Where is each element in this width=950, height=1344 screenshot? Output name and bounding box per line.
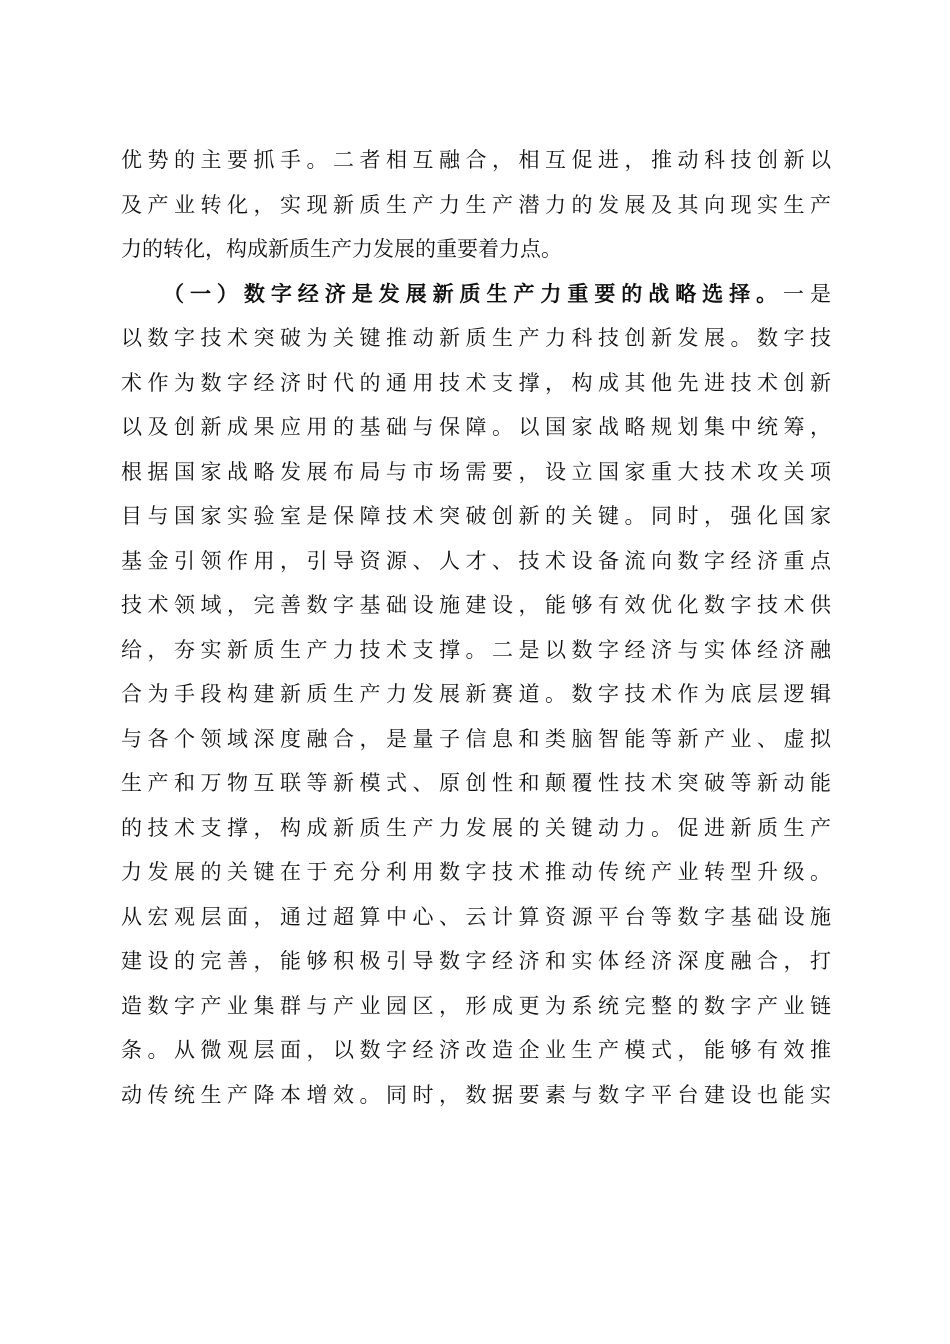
text-line: 力发展的关键在于充分利用数字技术推动传统产业转型升级。 [121, 860, 831, 884]
text-line: 合为手段构建新质生产力发展新赛道。数字技术作为底层逻辑 [121, 682, 831, 706]
text-line: 术作为数字经济时代的通用技术支撑，构成其他先进技术创新 [121, 370, 831, 395]
text-line: 与各个领域深度融合，是量子信息和类脑智能等新产业、虚拟 [121, 726, 831, 751]
heading-line-rest: 一是 [783, 281, 832, 306]
text-line: 以数字技术突破为关键推动新质生产力科技创新发展。数字技 [121, 326, 831, 350]
text-line: 基金引领作用，引导资源、人才、技术设备流向数字经济重点 [121, 548, 831, 573]
text-line: 技术领域，完善数字基础设施建设，能够有效优化数字技术供 [121, 593, 831, 617]
text-line: 条。从微观层面，以数字经济改造企业生产模式，能够有效推 [121, 1038, 831, 1062]
text-line: 力的转化，构成新质生产力发展的重要着力点。 [121, 237, 562, 261]
paragraph-2 [121, 272, 831, 1118]
text-line: 生产和万物互联等新模式、原创性和颠覆性技术突破等新动能 [121, 771, 831, 795]
paragraph-1 [121, 138, 831, 272]
body-text [121, 138, 831, 1117]
text-line: 优势的主要抓手。二者相互融合，相互促进，推动科技创新以 [121, 148, 831, 172]
text-line [121, 272, 831, 317]
text-line: 动传统生产降本增效。同时，数据要素与数字平台建设也能实 [121, 1082, 831, 1107]
text-line: 从宏观层面，通过超算中心、云计算资源平台等数字基础设施 [121, 904, 831, 929]
text-line: 建设的完善，能够积极引导数字经济和实体经济深度融合，打 [121, 949, 831, 973]
section-heading: （一）数字经济是发展新质生产力重要的战略选择。 [163, 280, 784, 306]
text-line: 根据国家战略发展布局与市场需要，设立国家重大技术攻关项 [121, 459, 831, 484]
text-line: 及产业转化，实现新质生产力生产潜力的发展及其向现实生产 [121, 192, 831, 217]
text-line: 的技术支撑，构成新质生产力发展的关键动力。促进新质生产 [121, 815, 831, 840]
text-line: 给，夯实新质生产力技术支撑。二是以数字经济与实体经济融 [121, 637, 831, 662]
text-line: 造数字产业集群与产业园区，形成更为系统完整的数字产业链 [121, 993, 831, 1018]
text-line: 以及创新成果应用的基础与保障。以国家战略规划集中统筹， [121, 415, 831, 439]
text-line: 目与国家实验室是保障技术突破创新的关键。同时，强化国家 [121, 504, 831, 528]
